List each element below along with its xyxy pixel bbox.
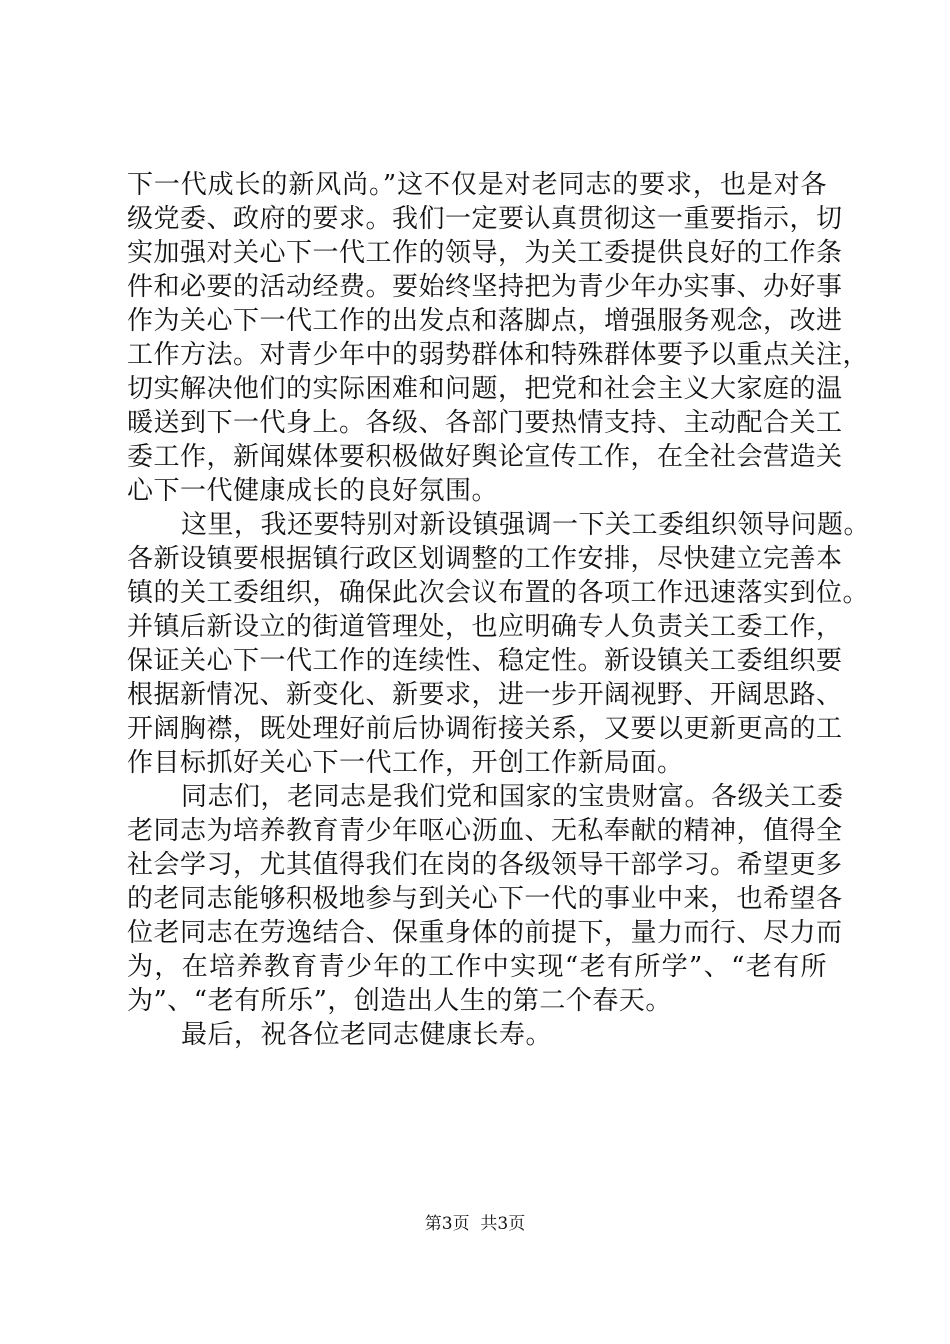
text-line: 为，在培养教育青少年的工作中实现“老有所学”、“老有所 — [127, 952, 827, 982]
text-line: 心下一代健康成长的良好氛围。 — [127, 476, 499, 506]
text-line: 工作方法。对青少年中的弱势群体和特殊群体要予以重点关注， — [127, 340, 870, 370]
text-line: 暖送到下一代身上。各级、各部门要热情支持、主动配合关工 — [127, 408, 843, 438]
document-body — [127, 168, 871, 1052]
text-line: 切实解决他们的实际困难和问题，把党和社会主义大家庭的温 — [127, 374, 843, 404]
page-footer — [0, 1212, 950, 1236]
text-line: 开阔胸襟，既处理好前后协调衔接关系，又要以更新更高的工 — [127, 714, 843, 744]
text-line: 实加强对关心下一代工作的领导，为关工委提供良好的工作条 — [127, 238, 843, 268]
text-line: 镇的关工委组织，确保此次会议布置的各项工作迅速落实到位。 — [127, 578, 870, 608]
paragraph-2 — [127, 508, 871, 780]
text-line: 委工作，新闻媒体要积极做好舆论宣传工作，在全社会营造关 — [127, 442, 843, 472]
text-line: 件和必要的活动经费。要始终坚持把为青少年办实事、办好事 — [127, 272, 843, 302]
text-line: 老同志为培养教育青少年呕心沥血、无私奉献的精神，值得全 — [127, 816, 843, 846]
text-line: 并镇后新设立的街道管理处，也应明确专人负责关工委工作， — [127, 612, 843, 642]
text-line: 这里，我还要特别对新设镇强调一下关工委组织领导问题。 — [181, 510, 871, 540]
text-line: 下一代成长的新风尚。”这不仅是对老同志的要求，也是对各 — [127, 170, 827, 200]
text-line: 根据新情况、新变化、新要求，进一步开阔视野、开阔思路、 — [127, 680, 843, 710]
text-line: 位老同志在劳逸结合、保重身体的前提下，量力而行、尽力而 — [127, 918, 843, 948]
text-line: 社会学习，尤其值得我们在岗的各级领导干部学习。希望更多 — [127, 850, 843, 880]
text-line: 最后，祝各位老同志健康长寿。 — [181, 1020, 553, 1050]
text-line: 各新设镇要根据镇行政区划调整的工作安排，尽快建立完善本 — [127, 544, 843, 574]
text-line: 作为关心下一代工作的出发点和落脚点，增强服务观念，改进 — [127, 306, 843, 336]
paragraph-1 — [127, 168, 870, 508]
text-line: 级党委、政府的要求。我们一定要认真贯彻这一重要指示，切 — [127, 204, 843, 234]
text-line: 的老同志能够积极地参与到关心下一代的事业中来，也希望各 — [127, 884, 843, 914]
text-line: 同志们，老同志是我们党和国家的宝贵财富。各级关工委 — [181, 782, 844, 812]
text-line: 保证关心下一代工作的连续性、稳定性。新设镇关工委组织要 — [127, 646, 843, 676]
paragraph-4 — [127, 1018, 827, 1052]
page-number-label: 第3页 共3页 — [424, 1214, 526, 1234]
text-line: 作目标抓好关心下一代工作，开创工作新局面。 — [127, 748, 684, 778]
text-line: 为”、“老有所乐”，创造出人生的第二个春天。 — [127, 986, 672, 1016]
paragraph-3 — [127, 780, 844, 1018]
